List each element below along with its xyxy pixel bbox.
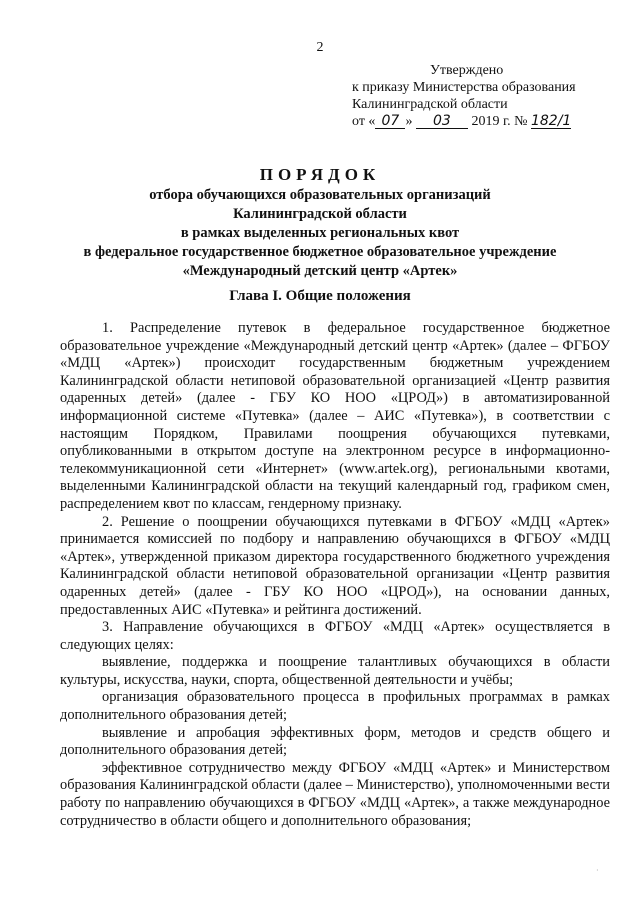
date-year: 2019 г. № [471,114,528,129]
order-number-handwritten: 182/1 [530,113,572,129]
paragraph-1: 1. Распределение путевок в федеральное государственное бюджетное образовательное учреждение «Международный детский центр «Артек» (далее – ФГБОУ «МДЦ «Артек») происходит государственным бюджетным учреждением Калининградской области нетиповой образовательной организацией «Центр развития одаренных детей» (далее - ГБУ КО НОО «ЦРОД») в автоматизированной информационной системе «Путевка» (далее – АИС «Путевка»), в соответствии с настоящим Порядком, Правилами поощрения обучающихся путевками, опубликованными в открытом доступе на электронном ресурсе в информационно-телекоммуникационной сети «Интернет» (www.artek.org), региональными квотами, выделенными Калининградской области на текущий календарный год, графиком смен, распределением квот по классам, гендерному признаку. [60,320,610,512]
goal-item-4: эффективное сотрудничество между ФГБОУ «МДЦ «Артек» и Министерством образования Калининградской области (далее – Министерство), уполномоченными вести работу по направлению обучающихся в ФГБОУ «МДЦ «Артек», а также международное сотрудничество в области общего и дополнительного образования; [60,759,610,829]
title-heading: ПОРЯДОК [259,165,381,184]
title-line-4: в федеральное государственное бюджетное образовательное учреждение [83,244,557,260]
approval-block [352,62,576,130]
document-title [0,164,640,281]
goal-item-3: выявление и апробация эффективных форм, методов и средств общего и дополнительного образования детей; [60,724,610,759]
page-number: 2 [316,40,324,55]
date-mid: » [405,114,413,129]
date-day-handwritten: 07 [375,114,405,129]
title-line-3: в рамках выделенных региональных квот [180,225,460,241]
title-line-2: Калининградской области [233,206,407,222]
date-prefix: от « [352,114,376,129]
goal-item-2: организация образовательного процесса в профильных программах в рамках дополнительного образования детей; [60,689,610,724]
paragraph-3: 3. Направление обучающихся в ФГБОУ «МДЦ «Артек» осуществляется в следующих целях: [60,619,610,653]
date-month-handwritten: 03 [416,114,468,129]
approval-line-order: к приказу Министерства образования [352,80,576,95]
approval-date-line [352,113,576,130]
scan-mark: · [596,866,599,875]
document-body [60,320,610,830]
approval-line-region: Калининградской области [352,97,508,112]
approval-line-approved: Утверждено [430,63,504,78]
goal-item-1: выявление, поддержка и поощрение талантливых обучающихся в области культуры, искусства, науки, спорта, общественной деятельности и учёбы; [60,654,610,688]
chapter-title: Глава I. Общие положения [229,288,411,304]
paragraph-2: 2. Решение о поощрении обучающихся путевками в ФГБОУ «МДЦ «Артек» принимается комиссией по подбору и направлению обучающихся в ФГБОУ «МДЦ «Артек», утвержденной приказом директора государственного бюджетного учреждения Калининградской области нетиповой образовательной организации «Центр развития одаренных детей» (далее - ГБУ КО НОО «ЦРОД»), на основании данных, предоставленных АИС «Путевка» и рейтинга достижений. [60,513,610,618]
title-line-1: отбора обучающихся образовательных организаций [149,187,491,203]
title-line-5: «Международный детский центр «Артек» [182,263,458,279]
